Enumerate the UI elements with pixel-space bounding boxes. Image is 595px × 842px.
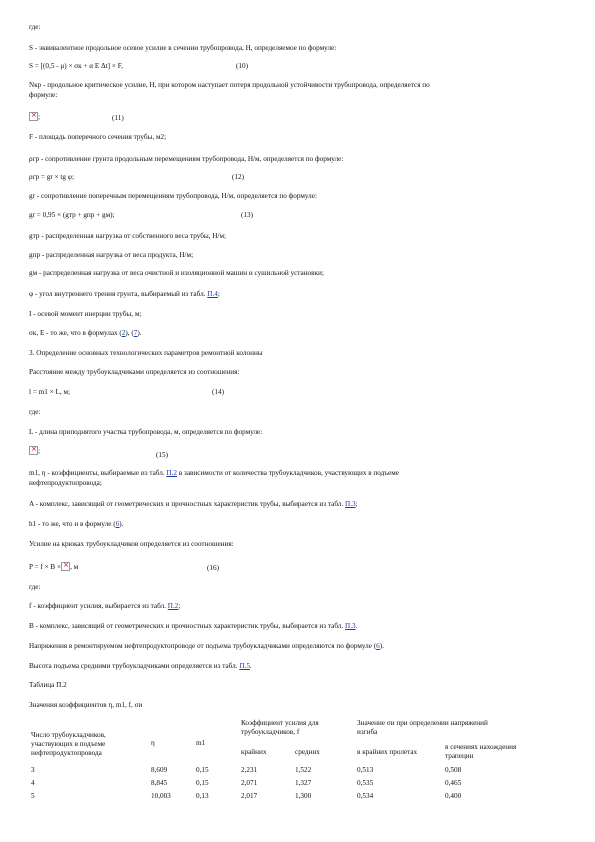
table-link[interactable]: П.2 <box>167 602 179 610</box>
table-cell: 0,13 <box>196 792 209 800</box>
text-line: ρгр - сопротивление грунта продольным перемещениям трубопровода, Н/м, определяется по формуле: <box>29 155 344 163</box>
text-line: σк, E - то же, что в формулах (2), (7). <box>29 329 142 337</box>
table-cell: 0,15 <box>196 766 209 774</box>
table-link[interactable]: П.5 <box>239 662 250 670</box>
table-cell: 0,465 <box>445 779 462 787</box>
formula-link[interactable]: 6 <box>115 520 120 528</box>
table-cell: 1,522 <box>295 766 312 774</box>
text-line: gпр - распределенная нагрузка от веса продукта, Н/м; <box>29 251 194 259</box>
formula-number: (10) <box>236 62 248 70</box>
formula-link[interactable]: 6 <box>376 642 380 650</box>
table-cell: 0,400 <box>445 792 462 800</box>
text-line: Расстояние между трубоукладчиками определяется из соотношения: <box>29 368 240 376</box>
text-line: F - площадь поперечного сечения трубы, м2; <box>29 133 167 141</box>
table-cell: 0,535 <box>357 779 374 787</box>
table-cell: 1,327 <box>295 779 312 787</box>
table-header: m1 <box>196 739 206 747</box>
table-cell: 8,609 <box>151 766 168 774</box>
text-line: где: <box>29 23 41 31</box>
table-header: трубоукладчиков, f <box>241 728 300 736</box>
formula-number: (16) <box>207 564 219 572</box>
formula-number: (13) <box>241 211 253 219</box>
table-cell: 0,508 <box>445 766 462 774</box>
text-line: формуле: <box>29 91 58 99</box>
text-line: Высота подъема средними трубоукладчиками определяется из табл. П.5. <box>29 662 252 670</box>
table-cell: 10,003 <box>151 792 171 800</box>
broken-image-icon <box>29 112 38 121</box>
text-line: Напряжения в ремонтируемом нефтепродуктопроводе от подъема трубоукладчиками определяются по формуле (6). <box>29 642 384 650</box>
table-header: в сечениях нахождения <box>445 743 517 751</box>
formula-link[interactable]: 7 <box>133 329 138 337</box>
formula-number: (12) <box>232 173 244 181</box>
formula-link[interactable]: 2 <box>121 329 126 337</box>
table-header: Коэффициент усилия для <box>241 719 319 727</box>
formula-10: S = [(0,5 - μ) × σк + α E Δt] × F, <box>29 62 123 70</box>
table-cell: 0,534 <box>357 792 374 800</box>
text-line: gтр - распределенная нагрузка от собственного веса трубы, Н/м; <box>29 232 227 240</box>
formula-16: P = f × B ×× , м <box>29 562 78 572</box>
text-line: gм - распределенная нагрузка от веса очистной и изоляционной машин и сушильной установки; <box>29 269 324 277</box>
text-line: S - эквивалентное продольное осевое усилие в сечении трубопровода, Н, определяемое по формуле: <box>29 44 337 52</box>
text-line: Усилие на крюках трубоукладчиков определяется из соотношения: <box>29 540 234 548</box>
text-line: B - комплекс, зависящий от геометрических и прочностных характеристик трубы, выбирается из табл. П.3. <box>29 622 358 630</box>
text-line: m1, η - коэффициенты, выбираемые из табл. П.2 в зависимости от количества трубоукладчиков, участвующих в подъеме <box>29 469 399 477</box>
table-link[interactable]: П.4 <box>207 290 218 298</box>
formula-13: gr = 0,95 × (gтр + gпр + gм); <box>29 211 115 219</box>
section-heading: 3. Определение основных технологических параметров ремонтной колонны <box>29 349 263 357</box>
text-line: A - комплекс, зависящий от геометрических и прочностных характеристик трубы, выбирается из табл. П.3; <box>29 500 358 508</box>
broken-image-icon <box>29 446 38 455</box>
formula-14: l = m1 × L, м; <box>29 388 71 396</box>
text-line: h1 - то же, что и в формуле (6). <box>29 520 124 528</box>
table-cell: 3 <box>31 766 35 774</box>
text-line: gr - сопротивление поперечным перемещениям трубопровода, Н/м, определяется по формуле: <box>29 192 317 200</box>
table-link[interactable]: П.3 <box>345 622 356 630</box>
text-line: Nкр - продольное критическое усилие, Н, при котором наступает потеря продольной устойчивости трубопровода, определяется по <box>29 81 430 89</box>
formula-11: ×; <box>29 112 40 122</box>
table-cell: 0,513 <box>357 766 374 774</box>
text-line: φ - угол внутреннего трения грунта, выбираемый из табл. П.4; <box>29 290 220 298</box>
table-caption: Таблица П.2 <box>29 681 67 689</box>
table-header: трапеции <box>445 752 474 760</box>
formula-12: ρгр = gr × tg φ; <box>29 173 74 181</box>
table-header: в крайних пролетах <box>357 748 418 756</box>
table-cell: 2,017 <box>241 792 258 800</box>
broken-image-icon <box>61 562 70 571</box>
table-cell: 2,071 <box>241 779 258 787</box>
table-cell: 5 <box>31 792 35 800</box>
text-line: нефтепродуктопровода; <box>29 479 102 487</box>
table-link[interactable]: П.3 <box>345 500 356 508</box>
table-link[interactable]: П.2 <box>166 469 178 477</box>
table-cell: 8,845 <box>151 779 168 787</box>
table-cell: 0,15 <box>196 779 209 787</box>
table-header: средних <box>295 748 320 756</box>
text-line: I - осевой момент инерции трубы, м; <box>29 310 142 318</box>
text-line: L - длина приподнятого участка трубопровода, м, определяется по формуле: <box>29 428 263 436</box>
text-line: f - коэффициент усилия, выбирается из табл. П.2; <box>29 602 181 610</box>
table-title: Значения коэффициентов η, m1, f, σи <box>29 701 143 709</box>
table-header: крайних <box>241 748 267 756</box>
table-cell: 2,231 <box>241 766 258 774</box>
formula-15: ×; <box>29 446 40 456</box>
text-line: где: <box>29 408 41 416</box>
table-cell: 1,300 <box>295 792 312 800</box>
formula-number: (11) <box>112 114 124 122</box>
table-header: Число трубоукладчиков, <box>31 731 106 739</box>
formula-number: (15) <box>156 451 168 459</box>
table-header: участвующих в подъеме <box>31 740 106 748</box>
table-cell: 4 <box>31 779 35 787</box>
text-line: где: <box>29 583 41 591</box>
table-header: нефтепродуктопровода <box>31 749 102 757</box>
table-header: η <box>151 739 155 747</box>
table-header: Значение σи при определении напряжений <box>357 719 488 727</box>
formula-number: (14) <box>212 388 224 396</box>
table-header: изгиба <box>357 728 378 736</box>
